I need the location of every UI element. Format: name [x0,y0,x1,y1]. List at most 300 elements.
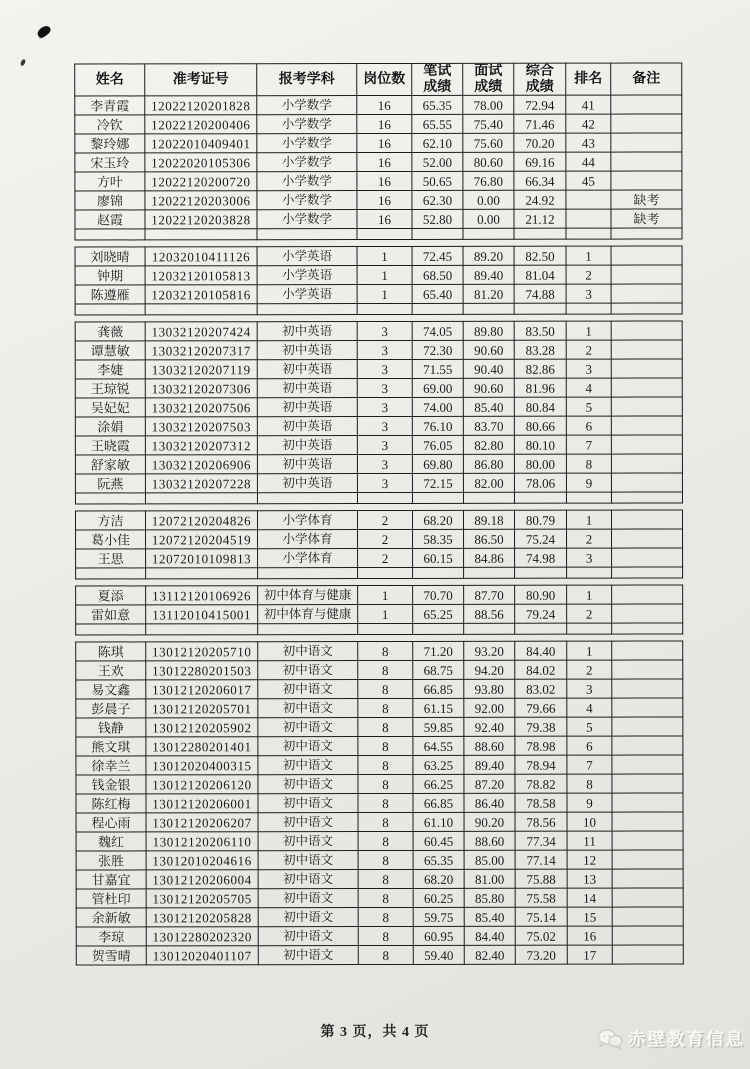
cell-subject: 初中语文 [258,908,358,927]
table-row [76,529,683,549]
empty-separator-row [75,228,682,240]
cell-note [612,585,683,604]
cell-composite-score: 82.50 [514,247,566,266]
cell-written-score: 64.55 [413,737,464,756]
table-row [75,473,682,493]
empty-cell [145,304,257,315]
cell-written-score: 70.70 [413,586,464,605]
empty-cell [146,568,258,579]
cell-composite-score: 79.66 [515,699,567,718]
cell-name: 方叶 [75,172,145,191]
cell-composite-score: 75.14 [515,908,567,927]
cell-name: 雷如意 [76,605,146,624]
cell-ticket-no: 13012120205705 [146,889,258,908]
cell-interview-score: 88.60 [464,737,515,756]
cell-rank: 1 [566,321,611,340]
cell-interview-score: 82.00 [463,474,514,493]
cell-interview-score: 81.00 [464,870,515,889]
cell-composite-score: 83.28 [514,341,566,360]
cell-subject: 初中语文 [258,927,358,946]
cell-subject: 初中语文 [258,661,358,680]
cell-composite-score: 66.34 [514,172,566,191]
cell-ticket-no: 13012120205701 [146,699,258,718]
cell-composite-score: 80.66 [514,417,566,436]
cell-ticket-no: 13032120207306 [145,379,257,398]
table-row [75,284,682,304]
empty-cell [412,493,463,504]
cell-subject: 小学体育 [258,549,358,568]
cell-positions: 3 [357,341,412,360]
cell-interview-score: 86.50 [464,530,515,549]
cell-written-score: 61.15 [413,699,464,718]
cell-note [611,340,682,359]
cell-positions: 2 [358,549,413,568]
empty-separator-row [75,492,682,504]
cell-interview-score: 92.00 [464,699,515,718]
cell-positions: 16 [357,115,412,134]
cell-composite-score: 70.20 [514,134,566,153]
cell-interview-score: 0.00 [463,210,514,229]
cell-ticket-no: 12032120105813 [145,266,257,285]
cell-subject: 初中英语 [257,341,357,360]
cell-written-score: 62.30 [412,191,463,210]
cell-interview-score: 81.20 [463,285,514,304]
cell-subject: 初中语文 [258,718,358,737]
cell-positions: 16 [357,210,412,229]
cell-positions: 3 [357,474,412,493]
empty-cell [515,624,567,635]
table-row [75,95,682,115]
cell-interview-score: 0.00 [463,191,514,210]
cell-composite-score: 69.16 [514,153,566,172]
table-row [76,641,683,661]
cell-interview-score: 84.86 [464,549,515,568]
empty-cell [612,623,683,634]
cell-interview-score: 88.56 [464,605,515,624]
cell-written-score: 58.35 [413,530,464,549]
cell-positions: 3 [357,455,412,474]
cell-note [611,284,682,303]
cell-rank: 7 [566,435,611,454]
cell-note [612,529,683,548]
table-row [76,812,683,832]
cell-name: 程心雨 [76,813,146,832]
cell-subject: 初中语文 [258,946,358,965]
cell-subject: 初中体育与健康 [258,605,358,624]
cell-rank: 4 [566,378,611,397]
cell-ticket-no: 12022120200406 [145,115,257,134]
cell-note [611,359,682,378]
cell-name: 张胜 [76,851,146,870]
cell-composite-score: 79.38 [515,718,567,737]
table-row [76,660,683,680]
cell-name: 刘晓晴 [75,247,145,266]
cell-ticket-no: 13032120207119 [145,360,257,379]
cell-name: 李婕 [75,360,145,379]
cell-interview-score: 90.60 [463,379,514,398]
cell-name: 李琼 [76,927,146,946]
cell-positions: 8 [358,775,413,794]
cell-positions: 3 [357,360,412,379]
cell-name: 赵霞 [75,210,145,229]
table-row [76,869,683,889]
cell-composite-score: 78.58 [515,794,567,813]
cell-composite-score: 24.92 [514,191,566,210]
table-row [75,246,682,266]
cell-note [611,171,682,190]
cell-subject: 小学体育 [257,511,357,530]
empty-cell [146,624,258,635]
cell-name: 易文鑫 [76,680,146,699]
cell-ticket-no: 13012020400315 [146,756,258,775]
empty-cell [257,493,357,504]
cell-positions: 1 [357,247,412,266]
cell-name: 管杜印 [76,889,146,908]
column-header: 综合 成绩 [514,63,566,95]
cell-interview-score: 90.20 [464,813,515,832]
page-number-footer: 第 3 页，共 4 页 [320,1025,430,1040]
cell-name: 余新敏 [76,908,146,927]
cell-composite-score: 81.96 [514,379,566,398]
wechat-icon [597,1028,623,1050]
cell-rank: 6 [567,736,612,755]
cell-note [611,246,682,265]
cell-interview-score: 82.80 [463,436,514,455]
cell-subject: 初中体育与健康 [258,586,358,605]
cell-composite-score: 81.04 [514,266,566,285]
cell-name: 甘嘉宜 [76,870,146,889]
cell-ticket-no: 12072010109813 [146,549,258,568]
cell-rank: 45 [566,171,611,190]
cell-subject: 初中英语 [257,398,357,417]
cell-ticket-no: 13012280201401 [146,737,258,756]
cell-ticket-no: 13012010204616 [146,851,258,870]
cell-positions: 8 [358,680,413,699]
cell-ticket-no: 12032120105816 [145,285,257,304]
cell-composite-score: 75.24 [515,530,567,549]
section-table [75,585,683,636]
empty-cell [463,493,514,504]
cell-name: 冷钦 [75,115,145,134]
table-row [76,698,683,718]
cell-ticket-no: 13012280201503 [146,661,258,680]
cell-written-score: 59.85 [413,718,464,737]
empty-cell [412,229,463,240]
cell-rank: 2 [567,604,612,623]
cell-positions: 2 [357,511,412,530]
table-row [76,548,683,568]
cell-positions: 8 [358,832,413,851]
cell-rank: 2 [566,265,611,284]
table-row [76,888,683,908]
cell-note [612,850,683,869]
cell-name: 黎玲娜 [75,134,145,153]
cell-interview-score: 87.70 [464,586,515,605]
cell-composite-score: 73.20 [515,946,567,965]
column-header: 岗位数 [357,63,412,95]
cell-ticket-no: 12022120203006 [145,191,257,210]
cell-rank: 9 [566,473,611,492]
table-row [75,416,682,436]
cell-written-score: 63.25 [413,756,464,775]
cell-note [611,378,682,397]
cell-written-score: 68.20 [412,511,463,530]
cell-name: 魏红 [76,832,146,851]
cell-note [611,416,682,435]
cell-interview-score: 90.60 [463,341,514,360]
cell-note [612,793,683,812]
cell-composite-score: 84.40 [515,642,567,661]
cell-positions: 8 [358,737,413,756]
watermark-text: 赤壁教育信息 [628,1029,745,1049]
table-row [75,171,682,191]
cell-name: 方洁 [75,511,145,530]
cell-rank: 2 [566,340,611,359]
cell-ticket-no: 12072120204826 [145,511,257,530]
cell-name: 龚薇 [75,322,145,341]
cell-note [612,945,683,964]
cell-composite-score: 77.34 [515,832,567,851]
cell-composite-score: 78.98 [515,737,567,756]
cell-rank: 1 [566,246,611,265]
cell-subject: 初中英语 [257,379,357,398]
cell-positions: 8 [358,946,413,965]
cell-composite-score: 84.02 [515,661,567,680]
empty-cell [463,229,514,240]
cell-written-score: 71.55 [412,360,463,379]
cell-rank: 8 [566,454,611,473]
cell-note [612,755,683,774]
cell-interview-score: 89.40 [463,266,514,285]
cell-rank: 1 [567,641,612,660]
cell-interview-score: 82.40 [464,946,515,965]
cell-name: 贺雪晴 [76,946,146,965]
section-table [75,510,683,580]
cell-interview-score: 76.80 [463,172,514,191]
cell-subject: 初中语文 [258,756,358,775]
cell-written-score: 69.80 [412,455,463,474]
cell-subject: 初中语文 [258,870,358,889]
empty-cell [514,493,566,504]
cell-interview-score: 93.20 [464,642,515,661]
cell-written-score: 71.20 [413,642,464,661]
empty-cell [611,303,682,314]
cell-ticket-no: 13012120206120 [146,775,258,794]
section-table [75,246,683,316]
cell-composite-score: 75.02 [515,927,567,946]
cell-subject: 初中语文 [258,889,358,908]
cell-ticket-no: 13032120207506 [145,398,257,417]
cell-name: 王欢 [76,661,146,680]
cell-name: 宋玉玲 [75,153,145,172]
cell-ticket-no: 13012120205828 [146,908,258,927]
cell-written-score: 65.40 [412,285,463,304]
empty-cell [413,624,464,635]
cell-note [612,831,683,850]
cell-written-score: 72.45 [412,247,463,266]
cell-name: 夏添 [76,586,146,605]
cell-subject: 小学数学 [257,210,357,229]
cell-written-score: 65.35 [413,851,464,870]
cell-composite-score: 78.82 [515,775,567,794]
cell-name: 王晓霞 [75,436,145,455]
table-row [76,793,683,813]
empty-cell [611,492,682,503]
cell-positions: 8 [358,908,413,927]
cell-interview-score: 92.40 [464,718,515,737]
cell-written-score: 59.40 [413,946,464,965]
empty-cell [463,304,514,315]
cell-interview-score: 89.80 [463,322,514,341]
empty-cell [358,568,413,579]
cell-written-score: 72.30 [412,341,463,360]
cell-positions: 8 [358,756,413,775]
cell-rank: 16 [567,926,612,945]
cell-ticket-no: 13032120207503 [145,417,257,436]
cell-positions: 16 [357,172,412,191]
cell-rank: 9 [567,793,612,812]
cell-note [612,926,683,945]
cell-written-score: 52.00 [412,153,463,172]
cell-rank: 44 [566,152,611,171]
empty-cell [357,229,412,240]
cell-interview-score: 93.80 [464,680,515,699]
cell-name: 彭晨子 [76,699,146,718]
table-row [76,926,683,946]
cell-subject: 小学体育 [258,530,358,549]
cell-subject: 小学数学 [257,153,357,172]
cell-rank: 3 [567,548,612,567]
cell-written-score: 62.10 [412,134,463,153]
cell-ticket-no: 13012120206207 [146,813,258,832]
cell-rank: 41 [566,95,611,114]
cell-positions: 8 [358,889,413,908]
empty-cell [257,304,357,315]
cell-composite-score: 78.06 [514,474,566,493]
cell-ticket-no: 13032120207312 [145,436,257,455]
cell-positions: 8 [358,851,413,870]
cell-note [612,907,683,926]
cell-note [612,736,683,755]
table-row [75,397,682,417]
cell-positions: 2 [358,530,413,549]
cell-rank: 3 [567,679,612,698]
cell-rank [566,190,611,209]
cell-note [611,95,682,114]
cell-note [612,660,683,679]
column-header: 报考学科 [257,64,357,97]
cell-ticket-no: 13012020401107 [146,946,258,965]
cell-ticket-no: 12022120200720 [145,172,257,191]
cell-rank: 1 [567,585,612,604]
cell-written-score: 69.00 [412,379,463,398]
empty-cell [611,228,682,239]
cell-note: 缺考 [611,209,682,228]
cell-positions: 1 [357,285,412,304]
cell-note [612,604,683,623]
cell-subject: 初中英语 [257,417,357,436]
cell-written-score: 65.55 [412,115,463,134]
cell-name: 徐幸兰 [76,756,146,775]
cell-note: 缺考 [611,190,682,209]
header-row [75,63,682,96]
cell-subject: 小学数学 [257,191,357,210]
cell-interview-score: 87.20 [464,775,515,794]
table-row [76,717,683,737]
cell-ticket-no: 13012280202320 [146,927,258,946]
empty-cell [464,624,515,635]
cell-positions: 1 [358,586,413,605]
cell-ticket-no: 12072120204519 [146,530,258,549]
cell-composite-score: 21.12 [514,210,566,229]
cell-interview-score: 78.00 [463,96,514,115]
cell-interview-score: 89.18 [463,511,514,530]
empty-cell [75,229,145,240]
cell-positions: 3 [357,398,412,417]
column-header: 准考证号 [145,64,257,97]
column-header: 排名 [566,63,611,95]
cell-name: 王思 [76,549,146,568]
cell-written-score: 66.25 [413,775,464,794]
cell-interview-score: 75.60 [463,134,514,153]
cell-positions: 3 [357,417,412,436]
cell-interview-score: 88.60 [464,832,515,851]
cell-composite-score: 83.50 [514,322,566,341]
cell-subject: 初中英语 [257,455,357,474]
empty-separator-row [76,567,683,579]
empty-cell [76,568,146,579]
cell-ticket-no: 13012120206001 [146,794,258,813]
cell-composite-score: 79.24 [515,605,567,624]
empty-separator-row [76,623,683,635]
empty-cell [357,493,412,504]
table-row [75,454,682,474]
cell-written-score: 72.15 [412,474,463,493]
empty-cell [257,229,357,240]
cell-name: 李青霞 [75,96,145,115]
cell-interview-score: 85.40 [464,908,515,927]
cell-name: 涂娟 [75,417,145,436]
section-table [75,641,684,966]
table-row [75,340,682,360]
cell-interview-score: 86.40 [464,794,515,813]
cell-note [611,114,682,133]
cell-ticket-no: 13032120207317 [145,341,257,360]
empty-cell [357,304,412,315]
cell-composite-score: 75.88 [515,870,567,889]
cell-interview-score: 83.70 [463,417,514,436]
cell-positions: 8 [358,718,413,737]
section-table [75,321,683,505]
cell-ticket-no: 13012120205710 [146,642,258,661]
empty-cell [567,623,612,634]
publisher-watermark [597,1026,745,1051]
cell-subject: 初中语文 [258,642,358,661]
cell-subject: 小学英语 [257,247,357,266]
cell-ticket-no: 12022010409401 [145,134,257,153]
cell-name: 舒家敏 [75,455,145,474]
empty-cell [145,493,257,504]
cell-rank: 12 [567,850,612,869]
cell-subject: 初中语文 [258,851,358,870]
table-row [76,850,683,870]
cell-composite-score: 75.58 [515,889,567,908]
cell-rank: 13 [567,869,612,888]
cell-composite-score: 78.56 [515,813,567,832]
cell-written-score: 60.25 [413,889,464,908]
cell-rank: 3 [566,284,611,303]
cell-composite-score: 80.84 [514,398,566,417]
